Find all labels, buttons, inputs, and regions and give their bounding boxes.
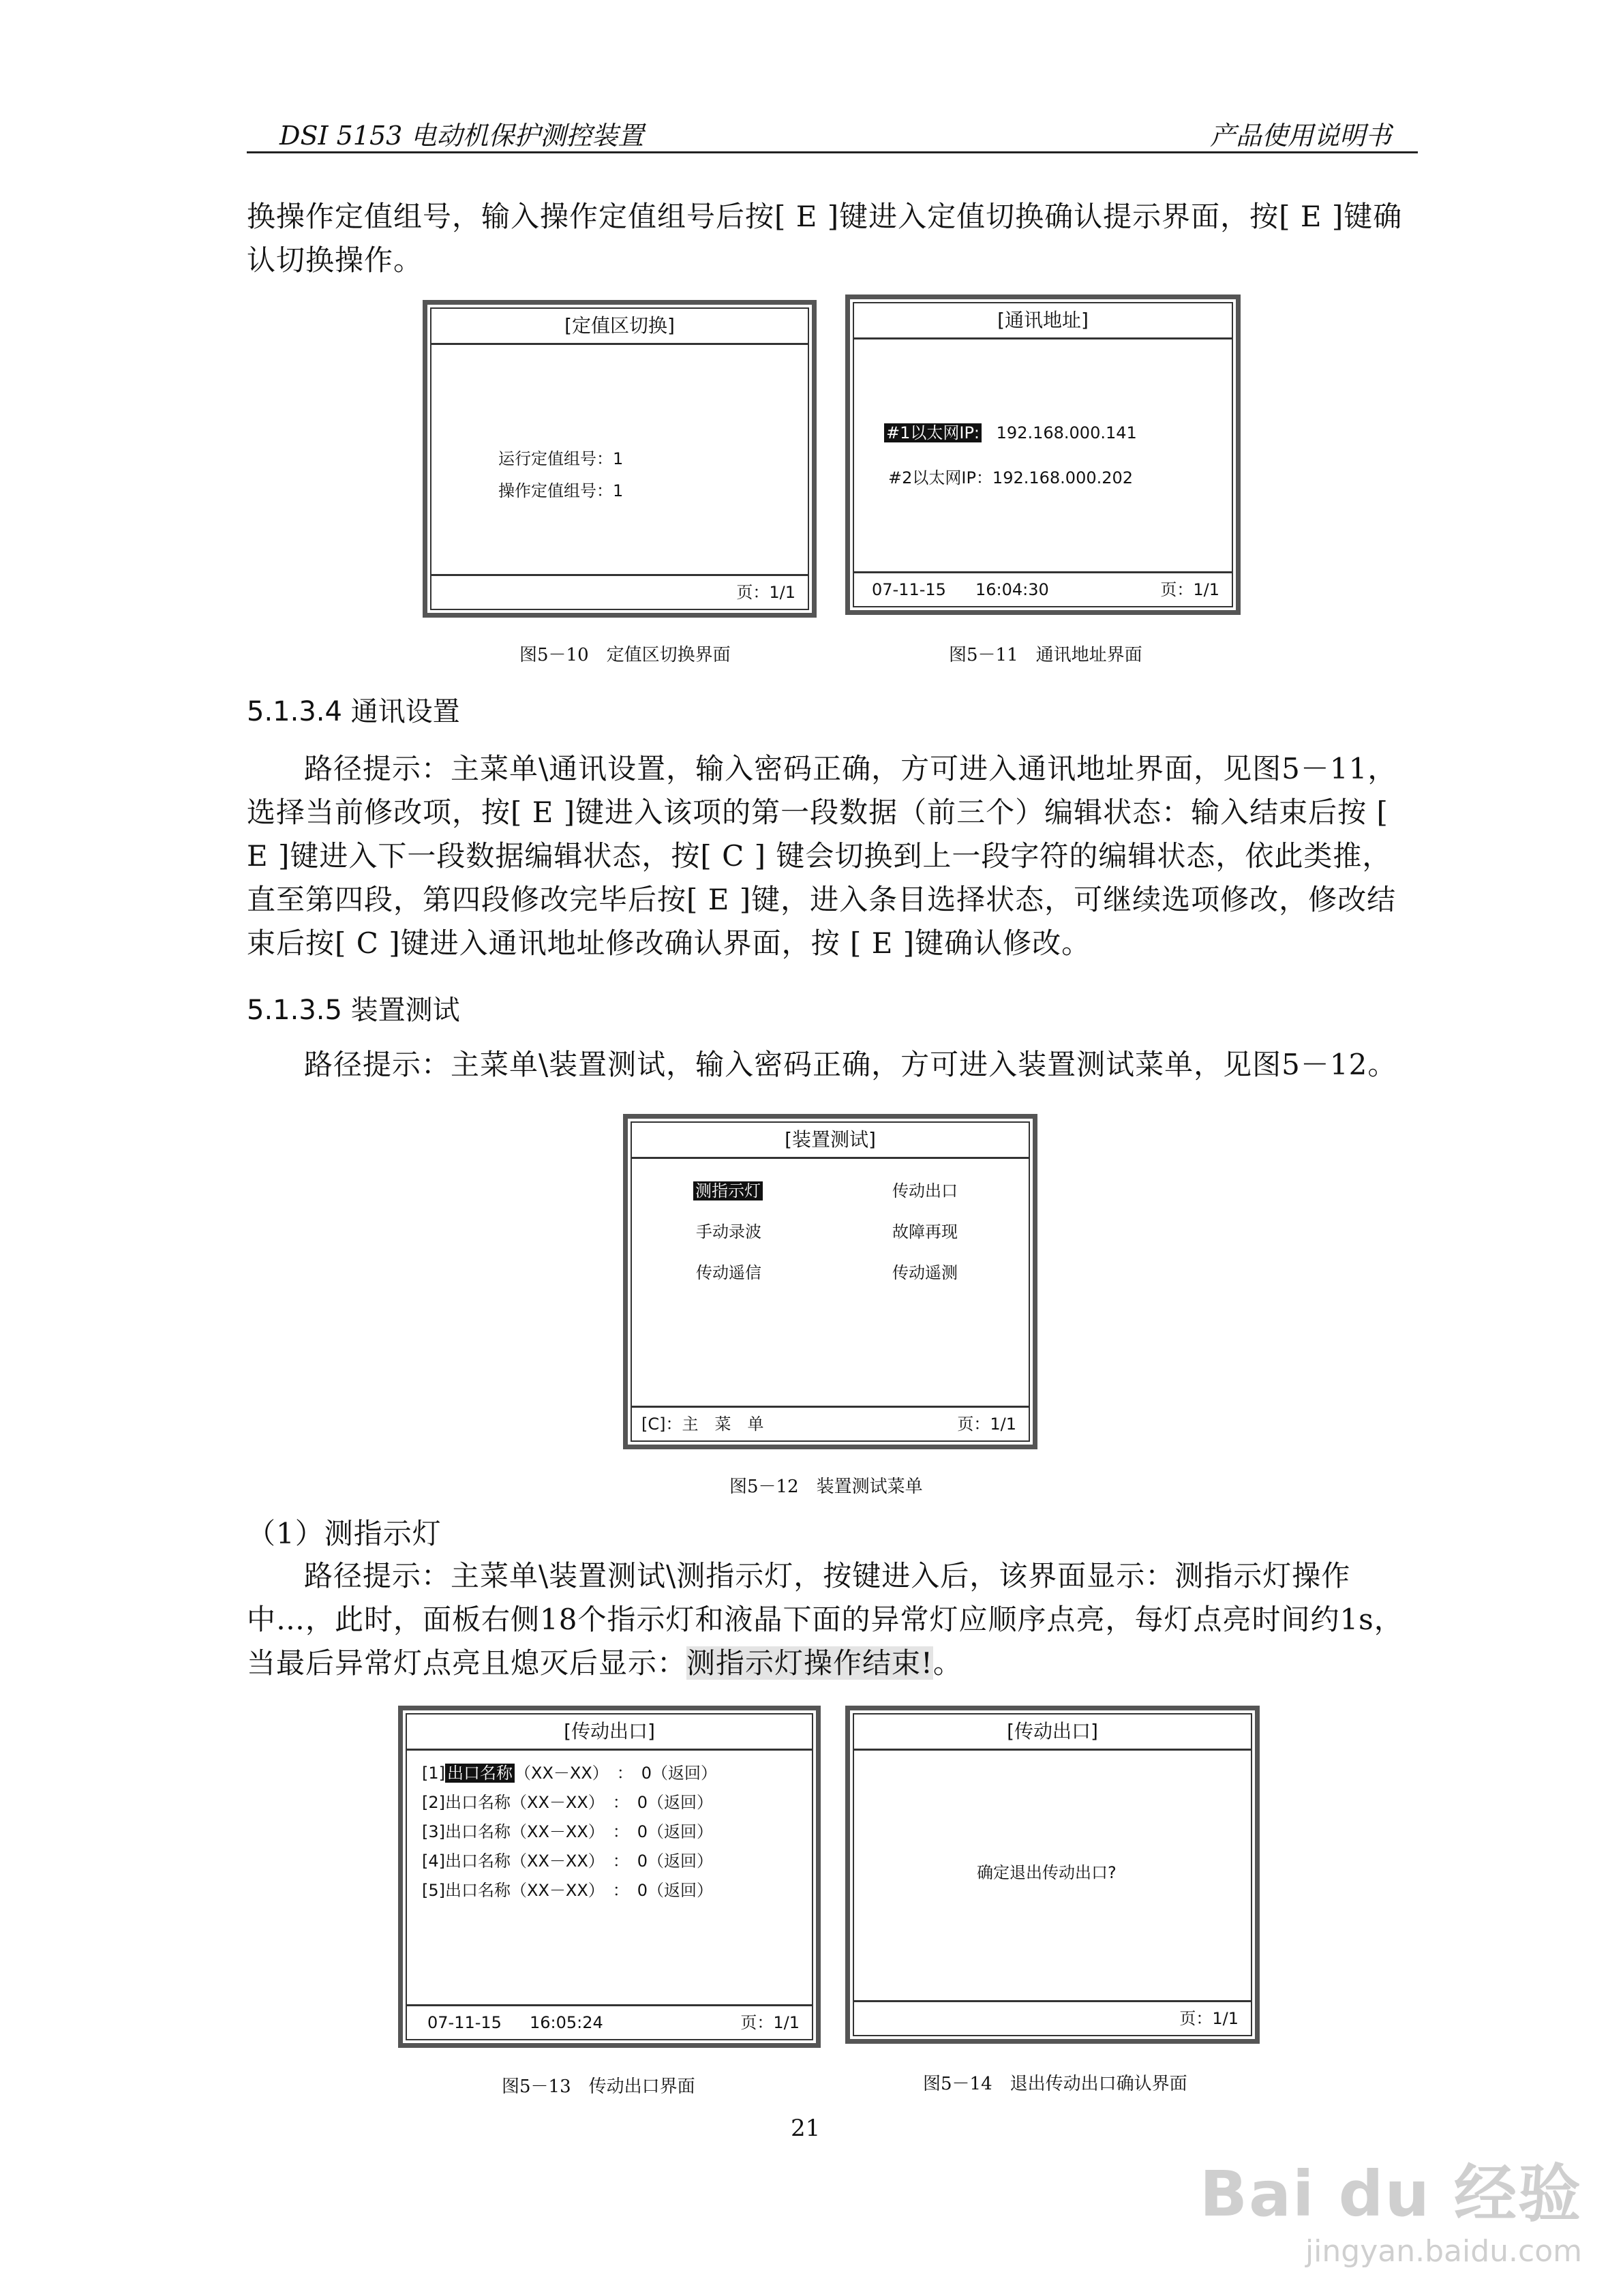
- lcd-title: [传动出口]: [854, 1715, 1251, 1751]
- lcd-footer: [632, 1406, 1029, 1440]
- header-title-right: 产品使用说明书: [1209, 121, 1391, 151]
- lcd-comm-address: [845, 294, 1241, 615]
- watermark-logo-text: Bai du 经验: [1199, 2158, 1582, 2231]
- lcd-footer: [854, 2000, 1251, 2035]
- header-title-left: DSI 5153 电动机保护测控装置: [279, 121, 644, 151]
- menu-item-fault-replay[interactable]: 故障再现: [892, 1222, 958, 1241]
- watermark-url: jingyan.baidu.com: [1305, 2234, 1582, 2269]
- ip1-value: 192.168.000.141: [996, 423, 1137, 442]
- lcd-title: [通讯地址]: [854, 303, 1232, 339]
- lcd-title: [装置测试]: [632, 1123, 1029, 1159]
- page-indicator: 页：1/1: [1179, 2009, 1239, 2028]
- time-readout: 16:04:30: [975, 580, 1049, 599]
- intro-paragraph: 换操作定值组号，输入操作定值组号后按[ E ]键进入定值切换确认提示界面，按[ E ]键确认切换操作。: [247, 200, 1403, 277]
- date-readout: 07-11-15: [872, 580, 946, 599]
- baidu-watermark: [1200, 2144, 1582, 2269]
- section-5134-body: 路径提示：主菜单\通讯设置，输入密码正确，方可进入通讯地址界面，见图5－11，选择当前修改项，按[ E ]键进入该项的第一段数据（前三个）编辑状态：输入结束后按 [ E ]键进入下一段数据编辑状态，按[ C ] 键会切换到上一段字符的编辑状态，依此类推，直至第四段，第四段修改完毕后按[ E ]键，进入条目选择状态，可继续选项修改，修改结束后按[ C ]键进入通讯地址修改确认界面，按 [ E ]键确认修改。: [247, 752, 1397, 960]
- lcd-setting-zone-switch: [423, 300, 817, 618]
- page-indicator: 页：1/1: [736, 583, 795, 602]
- output-row-2[interactable]: [2]出口名称（XX－XX） ： 0（返回）: [422, 1793, 714, 1812]
- caption-fig-5-12: 图5－12 装置测试菜单: [729, 1477, 923, 1497]
- output-row-4[interactable]: [4]出口名称（XX－XX） ： 0（返回）: [422, 1852, 714, 1871]
- page-indicator: 页：1/1: [1160, 580, 1219, 599]
- confirm-exit-message: 确定退出传动出口?: [977, 1863, 1117, 1882]
- subsection-1-body: 路径提示：主菜单\装置测试\测指示灯，按键进入后，该界面显示：测指示灯操作中…，此时，面板右侧18个指示灯和液晶下面的异常灯应顺序点亮，每灯点亮时间约1s，当最后异常灯点亮且熄灭后显示：测指示灯操作结束!。: [247, 1559, 1404, 1680]
- caption-fig-5-10: 图5－10 定值区切换界面: [519, 645, 731, 665]
- highlighted-result-text: 测指示灯操作结束!: [686, 1646, 933, 1680]
- lcd-device-test-menu: [623, 1114, 1037, 1449]
- output-row-1[interactable]: [1] 出口名称 （XX－XX） ： 0（返回）: [422, 1764, 718, 1783]
- lcd-title: [传动出口]: [407, 1715, 812, 1751]
- section-heading-5134: 5.1.3.4 通讯设置: [247, 696, 460, 727]
- menu-item-drive-telemetry[interactable]: 传动遥测: [892, 1263, 958, 1282]
- page-indicator: 页：1/1: [740, 2013, 800, 2032]
- page-indicator: 页：1/1: [957, 1415, 1016, 1434]
- ip2-line: #2以太网IP：192.168.000.202: [888, 468, 1134, 487]
- lcd-footer: [854, 571, 1232, 606]
- date-readout: 07-11-15: [427, 2013, 502, 2032]
- footer-main-menu-hint: [C]：主 菜 单: [641, 1415, 764, 1434]
- time-readout: 16:05:24: [530, 2013, 603, 2032]
- menu-item-test-indicator[interactable]: 测指示灯: [693, 1177, 763, 1201]
- page-number: 21: [791, 2115, 821, 2142]
- menu-item-drive-output[interactable]: 传动出口: [892, 1181, 958, 1200]
- output-row-3[interactable]: [3]出口名称（XX－XX） ： 0（返回）: [422, 1822, 714, 1841]
- caption-fig-5-11: 图5－11 通讯地址界面: [949, 645, 1142, 665]
- ip1-line: [884, 419, 1137, 443]
- lcd-exit-drive-output-confirm: [845, 1706, 1260, 2044]
- menu-item-drive-telesignal[interactable]: 传动遥信: [696, 1263, 761, 1282]
- lcd-footer: [431, 574, 808, 609]
- operating-group-line: 操作定值组号：1: [498, 481, 624, 500]
- subsection-heading-1: （1）测指示灯: [247, 1517, 442, 1550]
- section-heading-5135: 5.1.3.5 装置测试: [247, 995, 460, 1026]
- output-row-5[interactable]: [5]出口名称（XX－XX） ： 0（返回）: [422, 1881, 714, 1900]
- ip1-label-selected[interactable]: #1以太网IP:: [884, 423, 982, 442]
- lcd-title: [定值区切换]: [431, 309, 808, 345]
- section-5135-body: 路径提示：主菜单\装置测试，输入密码正确，方可进入装置测试菜单，见图5－12。: [304, 1048, 1397, 1081]
- caption-fig-5-14: 图5－14 退出传动出口确认界面: [923, 2074, 1187, 2094]
- lcd-drive-output: [398, 1706, 821, 2048]
- running-group-line: 运行定值组号：1: [498, 449, 624, 468]
- header-rule: [247, 151, 1418, 153]
- caption-fig-5-13: 图5－13 传动出口界面: [502, 2076, 695, 2097]
- lcd-footer: [407, 2004, 812, 2039]
- menu-item-manual-recording[interactable]: 手动录波: [696, 1222, 761, 1241]
